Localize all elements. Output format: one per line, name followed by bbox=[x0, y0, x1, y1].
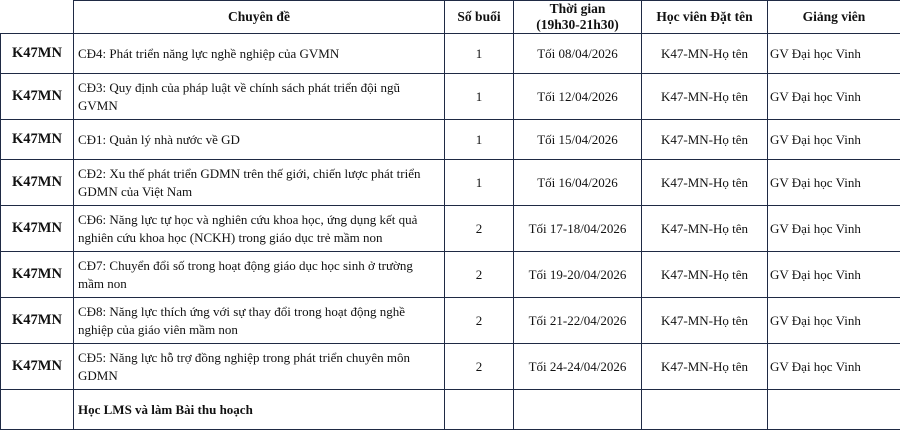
topic-cell: CĐ2: Xu thế phát triển GDMN trên thế giới, chiến lược phát triển GDMN của Việt Nam bbox=[74, 160, 445, 206]
footer-naming-cell bbox=[642, 390, 768, 430]
teacher-cell: GV Đại học Vinh bbox=[768, 252, 900, 298]
footer-label: Học LMS và làm Bài thu hoạch bbox=[74, 390, 445, 430]
class-cell: K47MN bbox=[1, 120, 74, 160]
naming-cell: K47-MN-Họ tên bbox=[642, 160, 768, 206]
sessions-cell: 1 bbox=[445, 74, 514, 120]
footer-teacher-cell bbox=[768, 390, 900, 430]
sessions-cell: 2 bbox=[445, 252, 514, 298]
naming-cell: K47-MN-Họ tên bbox=[642, 120, 768, 160]
time-cell: Tối 16/04/2026 bbox=[514, 160, 642, 206]
header-topic: Chuyên đề bbox=[74, 1, 445, 34]
class-cell: K47MN bbox=[1, 160, 74, 206]
header-teacher: Giảng viên bbox=[768, 1, 900, 34]
table-row bbox=[1, 34, 900, 74]
class-cell: K47MN bbox=[1, 206, 74, 252]
header-time-line2: (19h30-21h30) bbox=[536, 17, 619, 32]
header-naming: Học viên Đặt tên bbox=[642, 1, 768, 34]
sessions-cell: 2 bbox=[445, 298, 514, 344]
sessions-cell: 2 bbox=[445, 344, 514, 390]
sessions-cell: 1 bbox=[445, 160, 514, 206]
class-cell: K47MN bbox=[1, 74, 74, 120]
table-row bbox=[1, 120, 900, 160]
table-row bbox=[1, 344, 900, 390]
naming-cell: K47-MN-Họ tên bbox=[642, 252, 768, 298]
teacher-cell: GV Đại học Vinh bbox=[768, 206, 900, 252]
header-sessions: Số buổi bbox=[445, 1, 514, 34]
naming-cell: K47-MN-Họ tên bbox=[642, 206, 768, 252]
table-row bbox=[1, 298, 900, 344]
time-cell: Tối 19-20/04/2026 bbox=[514, 252, 642, 298]
time-cell: Tối 17-18/04/2026 bbox=[514, 206, 642, 252]
class-cell: K47MN bbox=[1, 298, 74, 344]
table-row bbox=[1, 74, 900, 120]
time-cell: Tối 21-22/04/2026 bbox=[514, 298, 642, 344]
topic-cell: CĐ3: Quy định của pháp luật về chính sách phát triển đội ngũ GVMN bbox=[74, 74, 445, 120]
naming-cell: K47-MN-Họ tên bbox=[642, 74, 768, 120]
teacher-cell: GV Đại học Vinh bbox=[768, 344, 900, 390]
footer-sessions-cell bbox=[445, 390, 514, 430]
sessions-cell: 2 bbox=[445, 206, 514, 252]
class-cell: K47MN bbox=[1, 252, 74, 298]
topic-cell: CĐ1: Quản lý nhà nước về GD bbox=[74, 120, 445, 160]
class-cell: K47MN bbox=[1, 344, 74, 390]
naming-cell: K47-MN-Họ tên bbox=[642, 34, 768, 74]
teacher-cell: GV Đại học Vinh bbox=[768, 74, 900, 120]
sessions-cell: 1 bbox=[445, 34, 514, 74]
header-time bbox=[514, 1, 642, 34]
class-cell: K47MN bbox=[1, 34, 74, 74]
table-row bbox=[1, 160, 900, 206]
time-cell: Tối 12/04/2026 bbox=[514, 74, 642, 120]
teacher-cell: GV Đại học Vinh bbox=[768, 120, 900, 160]
table-row bbox=[1, 252, 900, 298]
footer-class-cell bbox=[1, 390, 74, 430]
naming-cell: K47-MN-Họ tên bbox=[642, 344, 768, 390]
header-time-line1: Thời gian bbox=[550, 1, 606, 16]
teacher-cell: GV Đại học Vinh bbox=[768, 160, 900, 206]
header-class bbox=[1, 1, 74, 34]
teacher-cell: GV Đại học Vinh bbox=[768, 298, 900, 344]
teacher-cell: GV Đại học Vinh bbox=[768, 34, 900, 74]
topic-cell: CĐ6: Năng lực tự học và nghiên cứu khoa học, ứng dụng kết quả nghiên cứu khoa học (NCKH) trong giáo dục trẻ mầm non bbox=[74, 206, 445, 252]
topic-cell: CĐ7: Chuyển đổi số trong hoạt động giáo dục học sinh ở trường mầm non bbox=[74, 252, 445, 298]
time-cell: Tối 24-24/04/2026 bbox=[514, 344, 642, 390]
footer-time-cell bbox=[514, 390, 642, 430]
header-row bbox=[1, 1, 900, 34]
naming-cell: K47-MN-Họ tên bbox=[642, 298, 768, 344]
time-cell: Tối 08/04/2026 bbox=[514, 34, 642, 74]
sessions-cell: 1 bbox=[445, 120, 514, 160]
time-cell: Tối 15/04/2026 bbox=[514, 120, 642, 160]
topic-cell: CĐ5: Năng lực hỗ trợ đồng nghiệp trong phát triển chuyên môn GDMN bbox=[74, 344, 445, 390]
table-row bbox=[1, 206, 900, 252]
footer-row bbox=[1, 390, 900, 430]
topic-cell: CĐ8: Năng lực thích ứng với sự thay đổi trong hoạt động nghề nghiệp của giáo viên mầm non bbox=[74, 298, 445, 344]
topic-cell: CĐ4: Phát triển năng lực nghề nghiệp của GVMN bbox=[74, 34, 445, 74]
